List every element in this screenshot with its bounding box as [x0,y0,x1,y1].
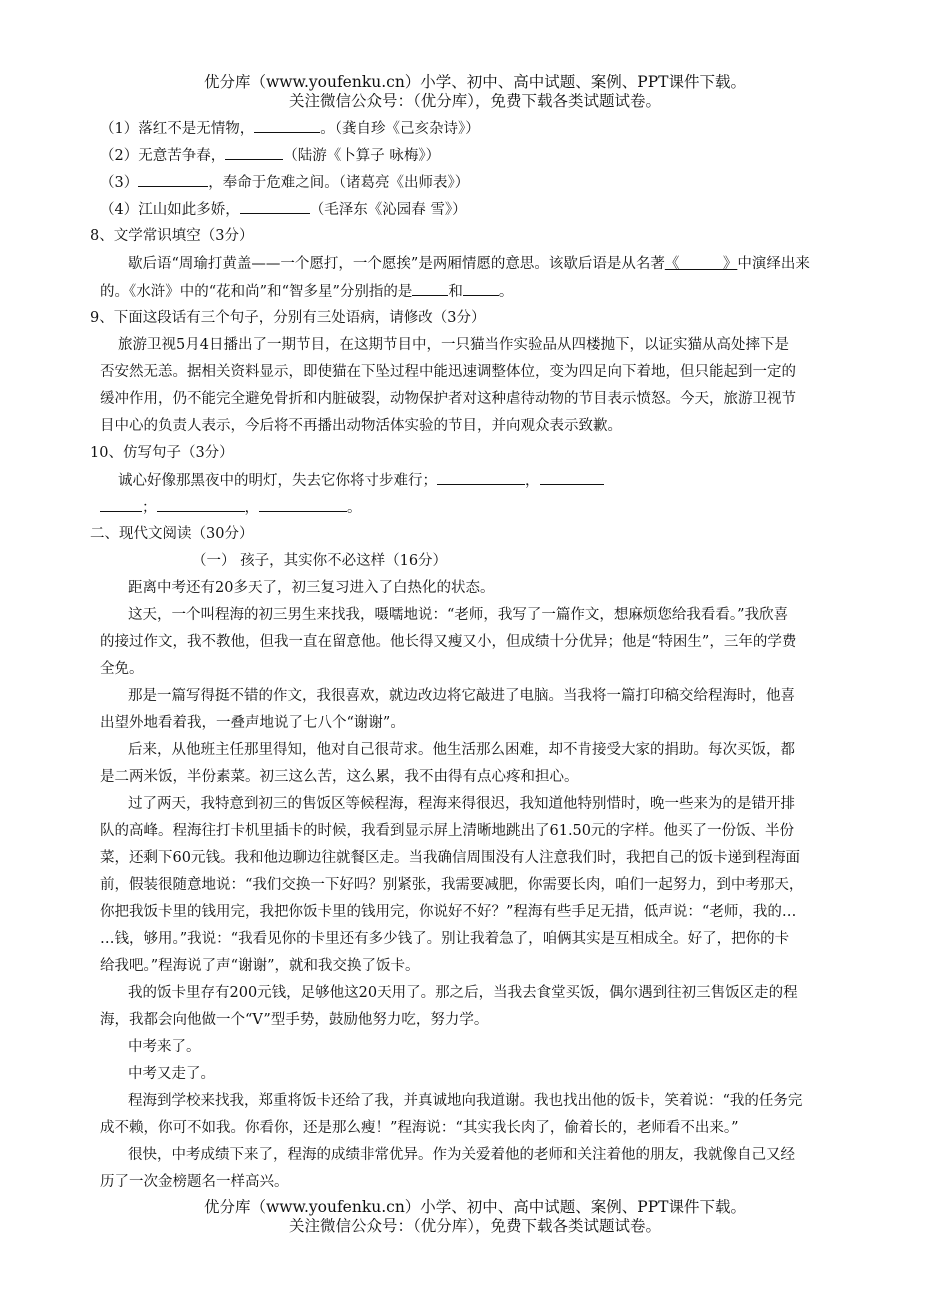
passage-line-15: 给我吧。”程海说了声“谢谢”，就和我交换了饭卡。 [100,958,420,974]
answer-blank[interactable] [138,172,208,187]
q10-title: 10、仿写句子（3分） [90,445,234,461]
header-line-2: 关注微信公众号：（优分库），免费下载各类试题试卷。 [288,92,661,110]
answer-blank[interactable] [100,497,142,512]
q7-item-2-text: （2）无意苦争春， [100,148,226,164]
q8-line-1 [128,254,888,274]
q8-and: 和 [448,284,463,300]
page-footer [0,1198,950,1236]
passage-line-1: 距离中考还有20多天了，初三复习进入了白热化的状态。 [128,580,495,596]
section-2-title: 二、现代文阅读（30分） [90,526,254,542]
answer-blank[interactable] [540,470,604,485]
q7-item-1-source: 。（龚自珍《己亥杂诗》） [320,121,480,137]
passage-line-17: 海，我都会向他做一个“V”型手势，鼓励他努力吃，努力学。 [100,1012,489,1028]
q8-text-end: 中演绎出来 [737,256,810,272]
passage-line-13: 你把我饭卡里的钱用完，我把你饭卡里的钱用完，你说好不好？”程海有些手足无措，低声说：“老师，我的… [100,904,797,920]
q10-prompt: 诚心好像那黑夜中的明灯，失去它你将寸步难行； [118,473,437,489]
q10-line-1 [118,470,878,491]
q10-period: 。 [347,500,362,516]
q9-title: 9、下面这段话有三个句子，分别有三处语病，请修改（3分） [90,310,486,326]
q7-item-3 [100,172,860,193]
q10-comma-2: ， [244,500,259,516]
passage-line-21: 成不赖，你可不如我。你看你，还是那么瘦！”程海说：“其实我长肉了，偷着长的，老师看不出来。” [100,1120,739,1136]
q9-line-4: 目中心的负责人表示，今后将不再播出动物活体实验的节目，并向观众表示致歉。 [100,418,622,434]
passage-line-12: 前，假装很随意地说：“我们交换一下好吗？别紧张，我需要减肥，你需要长肉，咱们一起努力，到中考那天， [100,877,804,893]
header-line-1: 优分库（www.youfenku.cn）小学、初中、高中试题、案例、PPT课件下载。 [203,73,747,91]
q8-book-blank[interactable]: 《 》 [664,256,738,272]
page-header [0,73,950,111]
footer-line-1: 优分库（www.youfenku.cn）小学、初中、高中试题、案例、PPT课件下载。 [203,1198,747,1216]
q8-text: 歇后语“周瑜打黄盖——一个愿打，一个愿挨”是两厢情愿的意思。该歇后语是从名著 [128,256,665,272]
q10-comma: ， [525,473,540,489]
footer-line-2: 关注微信公众号：（优分库），免费下载各类试题试卷。 [288,1217,661,1235]
answer-blank[interactable] [254,118,320,133]
passage-line-10: 队的高峰。程海往打卡机里插卡的时候，我看到显示屏上清晰地跳出了61.50元的字样。他买了一份饭、半份 [100,823,795,839]
passage-line-3: 的接过作文，我不教他，但我一直在留意他。他长得又瘦又小，但成绩十分优异；他是“特困生”，三年的学费 [100,634,797,650]
q7-item-4-text: （4）江山如此多娇， [100,202,240,218]
q7-item-3-text: （3） [100,175,139,191]
passage-line-23: 历了一次金榜题名一样高兴。 [100,1174,289,1190]
q7-item-4 [100,199,860,220]
passage-line-14: …钱，够用。”我说：“我看见你的卡里还有多少钱了。别让我着急了，咱俩其实是互相成全。好了，把你的卡 [100,931,790,947]
passage-line-8: 是二两米饭，半份素菜。初三这么苦，这么累，我不由得有点心疼和担心。 [100,769,579,785]
q7-item-3-source: ，奉命于危难之间。（诸葛亮《出师表》） [208,175,470,191]
q9-line-1: 旅游卫视5月4日播出了一期节目，在这期节目中，一只猫当作实验品从四楼抛下，以证实猫从高处摔下是 [118,337,789,353]
passage-line-16: 我的饭卡里存有200元钱，足够他这20天用了。那之后，当我去食堂买饭，偶尔遇到往初三售饭区走的程 [128,985,798,1001]
passage-line-7: 后来，从他班主任那里得知，他对自己很苛求。他生活那么困难，却不肯接受大家的捐助。每次买饭，都 [128,742,795,758]
q9-line-3: 缓冲作用，仍不能完全避免骨折和内脏破裂，动物保护者对这种虐待动物的节目表示愤怒。今天，旅游卫视节 [100,391,796,407]
q7-item-1-text: （1）落红不是无情物， [100,121,255,137]
q9-line-2: 否安然无恙。据相关资料显示，即使猫在下坠过程中能迅速调整体位，变为四足向下着地，但只能起到一定的 [100,364,796,380]
answer-blank[interactable] [157,497,245,512]
q7-item-2 [100,145,860,166]
passage-line-22: 很快，中考成绩下来了，程海的成绩非常优异。作为关爱着他的老师和关注着他的朋友，我就像自己又经 [128,1147,795,1163]
answer-blank[interactable] [412,281,448,296]
q7-item-1 [100,118,860,139]
q8-title: 8、文学常识填空（3分） [90,228,254,244]
q7-item-4-source: （毛泽东《沁园春 雪》） [309,202,467,218]
passage-line-11: 菜，还剩下60元钱。我和他边聊边往就餐区走。当我确信周围没有人注意我们时，我把自己的饭卡递到程海面 [100,850,800,866]
q10-line-2 [100,497,860,518]
q8-line-2 [100,281,860,302]
passage-line-2: 这天，一个叫程海的初三男生来找我，嗫嚅地说：“老师，我写了一篇作文，想麻烦您给我看看。”我欣喜 [128,607,789,623]
answer-blank[interactable] [463,281,499,296]
passage-line-4: 全免。 [100,661,144,677]
passage-line-9: 过了两天，我特意到初三的售饭区等候程海，程海来得很迟，我知道他特别惜时，晚一些来为的是错开排 [128,796,795,812]
passage-line-5: 那是一篇写得挺不错的作文，我很喜欢，就边改边将它敲进了电脑。当我将一篇打印稿交给程海时，他喜 [128,688,795,704]
answer-blank[interactable] [225,145,283,160]
q8-period: 。 [498,284,514,300]
answer-blank[interactable] [259,497,347,512]
passage-line-20: 程海到学校来找我，郑重将饭卡还给了我，并真诚地向我道谢。我也找出他的饭卡，笑着说：“我的任务完 [128,1093,803,1109]
q8-text-2: 的。《水浒》中的“花和尚”和“智多星”分别指的是 [100,284,413,300]
passage-line-19: 中考又走了。 [128,1066,215,1082]
answer-blank[interactable] [437,470,525,485]
answer-blank[interactable] [240,199,310,214]
q7-item-2-source: （陆游《卜算子 咏梅》） [283,148,441,164]
q10-semicolon: ； [142,500,157,516]
passage-line-6: 出望外地看着我，一叠声地说了七八个“谢谢”。 [100,715,405,731]
passage-line-18: 中考来了。 [128,1039,201,1055]
passage-subtitle: （一） 孩子，其实你不必这样（16分） [192,553,448,569]
